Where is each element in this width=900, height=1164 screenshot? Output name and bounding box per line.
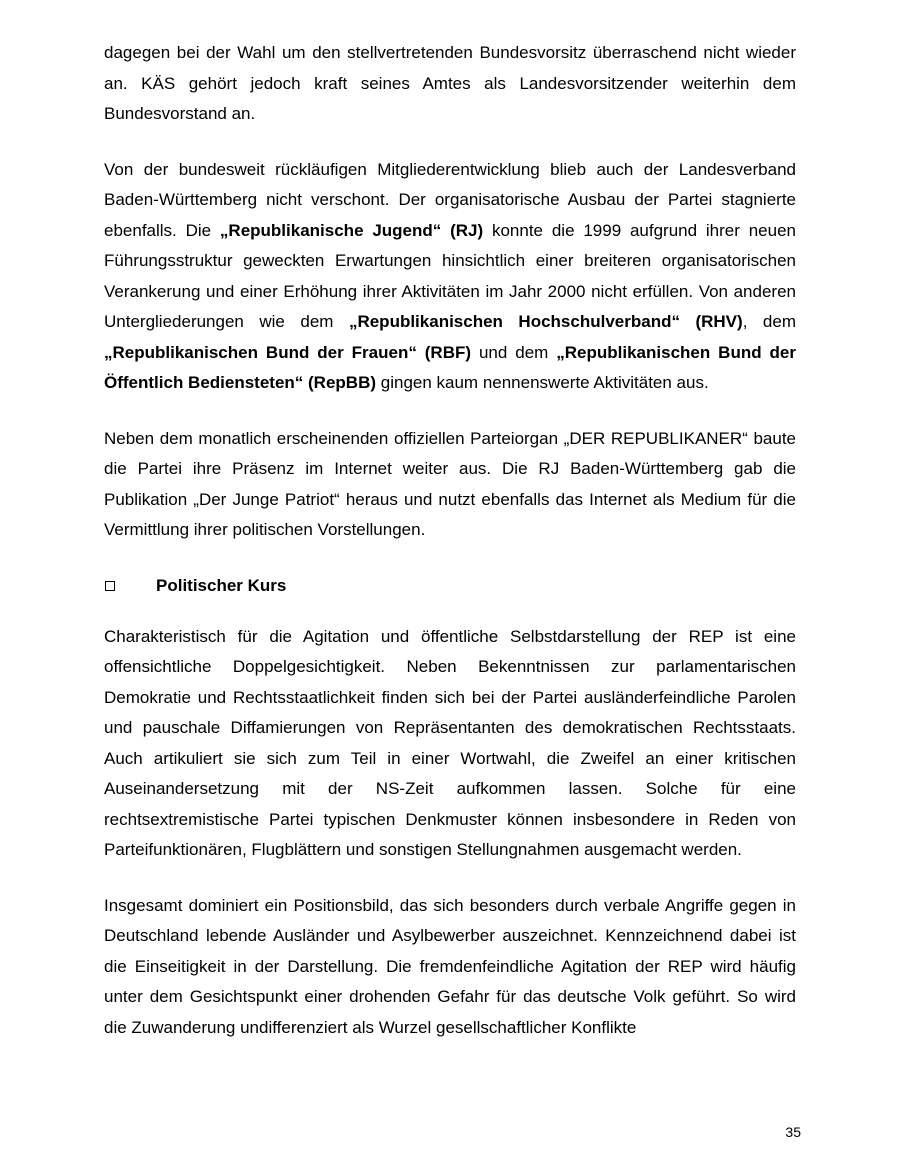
bold-bund-oeffentlich-bediensteten: „Republikanischen Bund der Öffentlich Bediensteten“ (RepBB) <box>104 342 796 392</box>
paragraph-5: Insgesamt dominiert ein Positionsbild, das sich besonders durch verbale Angriffe gegen in Deutschland lebende Ausländer und Asylbewerber auszeichnet. Kennzeichnend dabei ist die Einseitigkeit in der Darstellung. Die fremdenfeindliche Agitation der REP wird häufig unter dem Gesichtspunkt einer drohenden Gefahr für das deutsche Volk geführt. So wird die Zuwanderung undifferenziert als Wurzel gesellschaftlicher Konflikte <box>104 895 796 1037</box>
bold-republikanische-jugend: „Republikanische Jugend“ (RJ) <box>219 220 484 240</box>
paragraph-2-text-5: gingen kaum nennenswerte Aktivitäten aus. <box>376 373 709 392</box>
section-heading <box>104 571 796 601</box>
paragraph-3: Neben dem monatlich erscheinenden offiziellen Parteiorgan „DER REPUBLIKANER“ baute die Partei ihre Präsenz im Internet weiter aus. Die RJ Baden-Württemberg gab die Publikation „Der Junge Patriot“ heraus und nutzt ebenfalls das Internet als Medium für die Vermittlung ihrer politischen Vorstellungen. <box>104 428 796 539</box>
page-number: 35 <box>785 1124 801 1140</box>
bold-hochschulverband: „Republikanischen Hochschulverband“ (RHV) <box>348 312 743 331</box>
paragraph-2-text-3: , dem <box>742 312 796 331</box>
document-page <box>104 38 796 1043</box>
paragraph-1: dagegen bei der Wahl um den stellvertretenden Bundesvorsitz überraschend nicht wieder an. KÄS gehört jedoch kraft seines Amtes als Landesvorsitzender weiterhin dem Bundesvorstand an. <box>104 43 796 123</box>
checkbox-bullet-icon <box>105 581 115 591</box>
bold-bund-der-frauen: „Republikanischen Bund der Frauen“ (RBF) <box>104 342 472 362</box>
paragraph-2 <box>104 155 796 399</box>
paragraph-2-text-1: Von der bundesweit rückläufigen Mitgliederentwicklung blieb auch der Landesverband Baden-Württemberg nicht verschont. Der organisatorische Ausbau der Partei stagnierte ebenfalls. Die <box>104 159 796 240</box>
paragraph-2-text-2: konnte die 1999 aufgrund ihrer neuen Führungsstruktur geweckten Erwartungen hinsichtlich einer breiteren organisatorischen Verankerung und einer Erhöhung ihrer Aktivitäten im Jahr 2000 nicht erfüllen. Von anderen Untergliederungen wie dem <box>104 220 796 331</box>
paragraph-2-text-4: und dem <box>471 342 557 362</box>
section-heading-text: Politischer Kurs <box>156 575 287 595</box>
paragraph-4: Charakteristisch für die Agitation und öffentliche Selbstdarstellung der REP ist eine offensichtliche Doppelgesichtigkeit. Neben Bekenntnissen zur parlamentarischen Demokratie und Rechtsstaatlichkeit finden sich bei der Partei ausländerfeindliche Parolen und pauschale Diffamierungen von Repräsentanten des demokratischen Rechtsstaats. Auch artikuliert sie sich zum Teil in einer Wortwahl, die Zweifel an einer kritischen Auseinandersetzung mit der NS-Zeit aufkommen lassen. Solche für eine rechtsextremistische Partei typischen Denkmuster können insbesondere in Reden von Parteifunktionären, Flugblättern und sonstigen Stellungnahmen ausgemacht werden. <box>104 626 796 859</box>
